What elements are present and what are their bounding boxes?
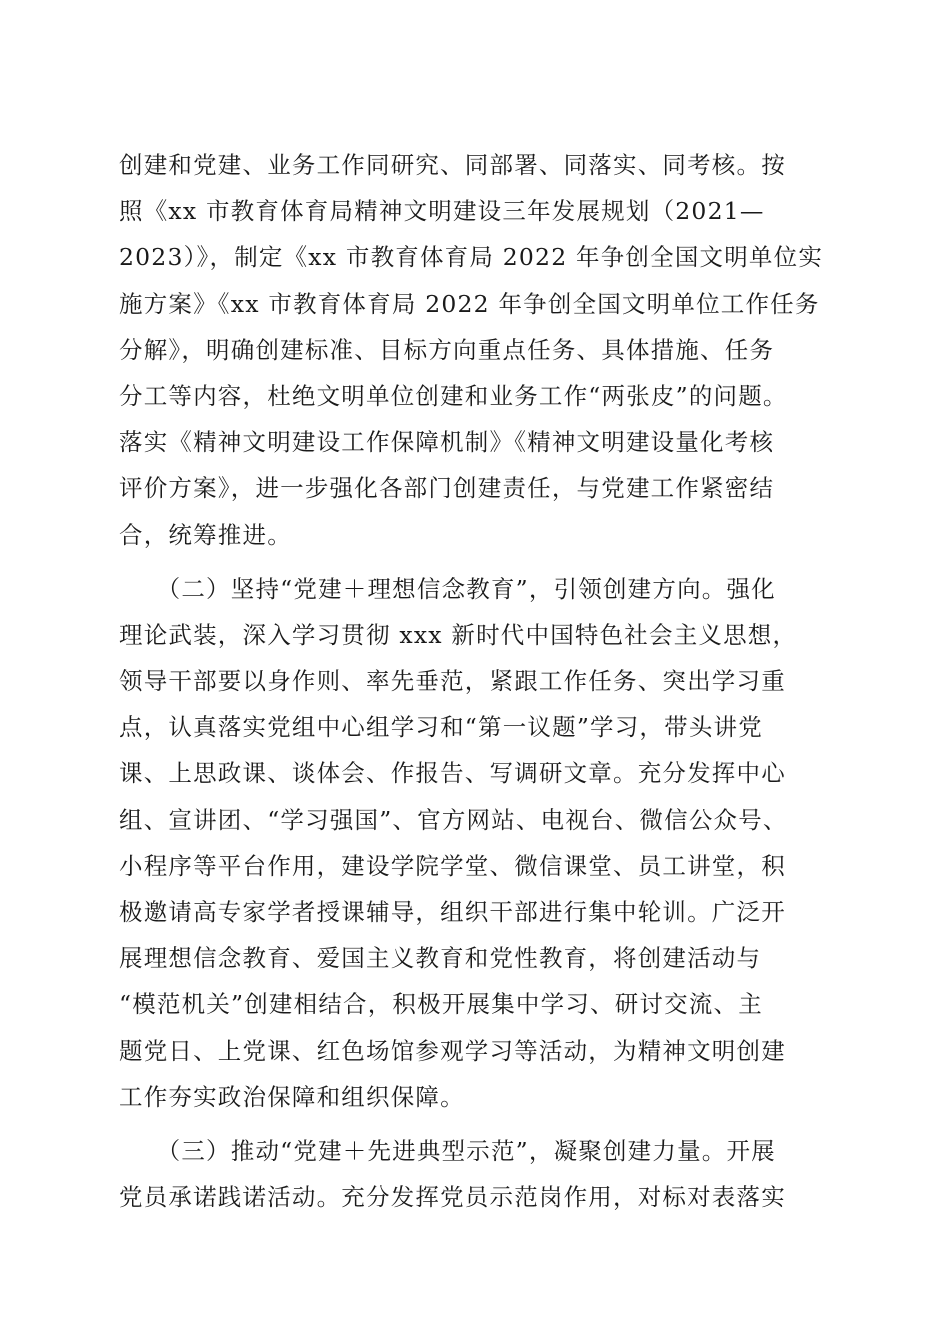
text-line: 展理想信念教育、爱国主义教育和党性教育，将创建活动与 — [119, 944, 762, 973]
text-line: 小程序等平台作用，建设学院学堂、微信课堂、员工讲堂，积 — [119, 851, 786, 880]
text-line: 照《xx 市教育体育局精神文明建设三年发展规划（2021— — [119, 197, 765, 226]
body-text — [119, 142, 839, 1220]
text-line: 落实《精神文明建设工作保障机制》《精神文明建设量化考核 — [119, 428, 775, 457]
paragraph-2 — [119, 566, 839, 1120]
text-line: “模范机关”创建相结合，积极开展集中学习、研讨交流、主 — [119, 990, 763, 1019]
text-line: 党员承诺践诺活动。充分发挥党员示范岗作用，对标对表落实 — [119, 1183, 786, 1212]
text-line: 组、宣讲团、“学习强国”、官方网站、电视台、微信公众号、 — [119, 805, 788, 834]
text-line: 施方案》《xx 市教育体育局 2022 年争创全国文明单位工作任务 — [119, 289, 820, 318]
text-line: 评价方案》，进一步强化各部门创建责任，与党建工作紧密结 — [119, 474, 775, 503]
paragraph-spacing — [119, 1120, 839, 1128]
text-line: 工作夯实政治保障和组织保障。 — [119, 1082, 465, 1111]
text-line: 分工等内容，杜绝文明单位创建和业务工作“两张皮”的问题。 — [119, 381, 788, 410]
text-line: 理论武装，深入学习贯彻 xxx 新时代中国特色社会主义思想， — [119, 620, 798, 649]
text-line: 课、上思政课、谈体会、作报告、写调研文章。充分发挥中心 — [119, 759, 786, 788]
text-line: 领导干部要以身作则、率先垂范，紧跟工作任务、突出学习重 — [119, 667, 786, 696]
text-line: 极邀请高专家学者授课辅导，组织干部进行集中轮训。广泛开 — [119, 898, 786, 926]
text-line: 分解》，明确创建标准、目标方向重点任务、具体措施、任务 — [119, 335, 775, 364]
text-line: 创建和党建、业务工作同研究、同部署、同落实、同考核。按 — [119, 151, 786, 179]
paragraph-1 — [119, 142, 839, 558]
section-heading-line: （二）坚持“党建＋理想信念教育”，引领创建方向。强化 — [119, 574, 776, 603]
paragraph-3 — [119, 1128, 839, 1220]
text-line: 点，认真落实党组中心组学习和“第一议题”学习，带头讲党 — [119, 713, 763, 742]
text-line: 合，统筹推进。 — [119, 520, 292, 549]
text-line: 2023）》，制定《xx 市教育体育局 2022 年争创全国文明单位实 — [119, 243, 824, 272]
section-heading-line: （三）推动“党建＋先进典型示范”，凝聚创建力量。开展 — [119, 1136, 776, 1165]
paragraph-spacing — [119, 558, 839, 566]
text-line: 题党日、上党课、红色场馆参观学习等活动，为精神文明创建 — [119, 1036, 786, 1065]
